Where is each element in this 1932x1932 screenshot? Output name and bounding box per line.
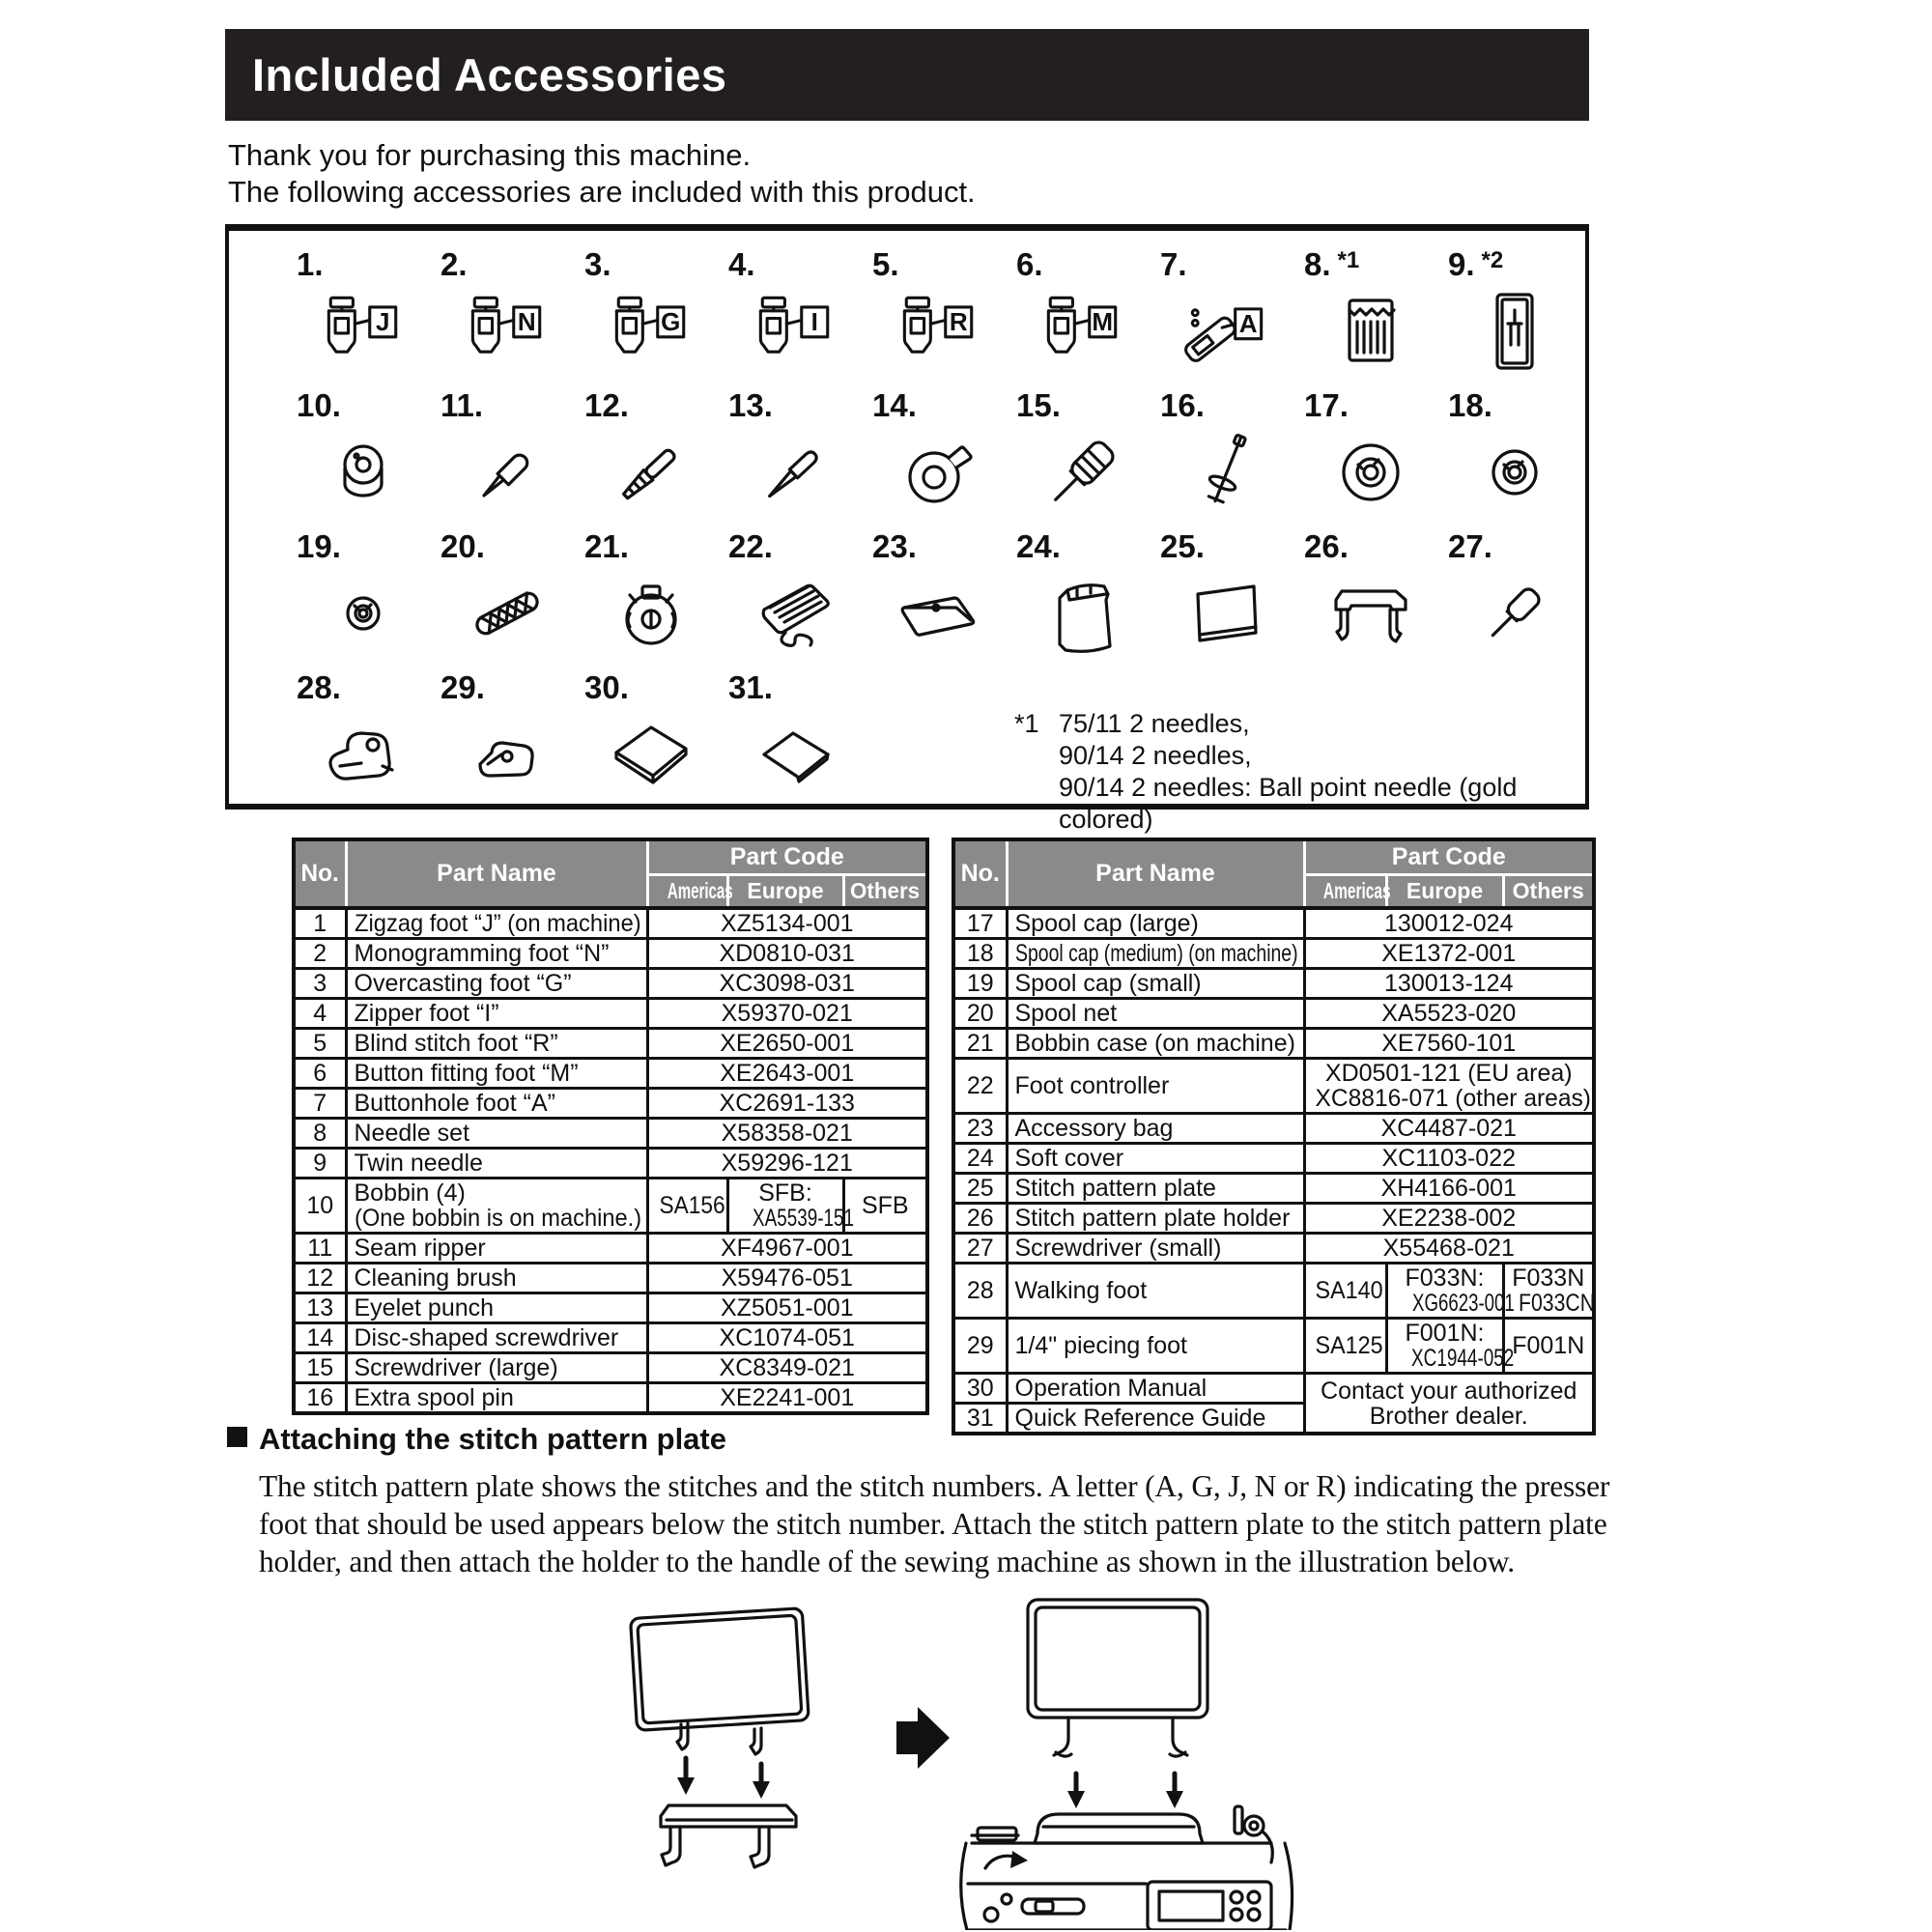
cell-part-name: Disc-shaped screwdriver: [346, 1323, 647, 1353]
col-header-no: No.: [953, 839, 1007, 908]
svg-text:M: M: [1091, 307, 1113, 337]
bobbin-case-icon: [600, 565, 702, 662]
intro-text: [228, 137, 976, 211]
accessory-item-14: [867, 385, 1010, 526]
svg-text:N: N: [517, 307, 536, 337]
cell-part-code: XA5523-020: [1304, 999, 1594, 1029]
cell-no: 31: [953, 1404, 1007, 1435]
accessory-item-21: [579, 526, 723, 668]
cell-part-name: Overcasting foot “G”: [346, 969, 647, 999]
cleaning-brush-icon: [600, 424, 702, 521]
cell-no: 23: [953, 1114, 1007, 1144]
cell-part-code: XC8349-021: [647, 1353, 927, 1383]
cell-no: 9: [294, 1149, 346, 1179]
footnote-line: 90/14 2 needles: Ball point needle (gold colored): [1059, 773, 1518, 834]
table-row: [294, 908, 927, 939]
cell-part-code: XZ5051-001: [647, 1293, 927, 1323]
foot-controller-icon: [744, 565, 846, 662]
table-row: [953, 1174, 1594, 1204]
col-header-americas: Americas: [1304, 875, 1386, 909]
accessory-item-5: [867, 244, 1010, 385]
cell-part-name: Spool net: [1007, 999, 1304, 1029]
cell-part-name: Stitch pattern plate: [1007, 1174, 1304, 1204]
cell-no: 26: [953, 1204, 1007, 1234]
accessory-number: 5.: [872, 246, 899, 282]
accessory-number: 1.: [297, 246, 324, 282]
table-row: [294, 1383, 927, 1414]
cell-no: 29: [953, 1319, 1007, 1374]
col-header-americas: Americas: [647, 875, 727, 909]
table-row: [953, 908, 1594, 939]
cell-code-americas: SA156: [647, 1179, 727, 1234]
cell-no: 25: [953, 1174, 1007, 1204]
accessory-number: 17.: [1304, 387, 1349, 423]
table-row: [953, 1204, 1594, 1234]
accessory-number: 23.: [872, 528, 917, 564]
cell-part-name: Spool cap (small): [1007, 969, 1304, 999]
cell-part-name: Zigzag foot “J” (on machine): [346, 908, 647, 939]
table-row: [294, 1089, 927, 1119]
operation-manual-icon: [600, 706, 702, 803]
attachment-illustration: [607, 1594, 1360, 1930]
col-header-no: No.: [294, 839, 346, 908]
cell-part-name: Twin needle: [346, 1149, 647, 1179]
part-code-tables: [225, 838, 1595, 1432]
button-fitting-foot-m-icon: [1032, 283, 1134, 380]
cell-part-name: Screwdriver (small): [1007, 1234, 1304, 1264]
cell-part-code: XF4967-001: [647, 1234, 927, 1264]
accessory-item-24: [1010, 526, 1154, 668]
cell-part-name: Quick Reference Guide: [1007, 1404, 1304, 1435]
accessory-item-7: [1154, 244, 1298, 385]
cell-code-europe: F001N: XC1944-052: [1386, 1319, 1503, 1374]
accessory-item-22: [723, 526, 867, 668]
cell-part-code: X55468-021: [1304, 1234, 1594, 1264]
accessory-number: 26.: [1304, 528, 1349, 564]
cell-no: 16: [294, 1383, 346, 1414]
accessory-item-1: [291, 244, 435, 385]
accessory-item-29: [435, 668, 579, 809]
stitch-pattern-plate-icon: [1176, 565, 1278, 662]
accessory-item-12: [579, 385, 723, 526]
cell-code-americas: SA140: [1304, 1264, 1386, 1319]
cell-code-europe: F033N: XG6623-001: [1386, 1264, 1503, 1319]
accessory-item-8: [1298, 244, 1442, 385]
cell-no: 12: [294, 1264, 346, 1293]
accessory-number: 16.: [1160, 387, 1205, 423]
cell-part-code: XZ5134-001: [647, 908, 927, 939]
svg-text:A: A: [1238, 308, 1258, 338]
cell-no: 17: [953, 908, 1007, 939]
table-row: [294, 1264, 927, 1293]
accessory-item-3: [579, 244, 723, 385]
spool-cap-medium-icon: [1463, 424, 1566, 521]
accessory-item-19: [291, 526, 435, 668]
accessory-number: 27.: [1448, 528, 1492, 564]
stitch-pattern-plate-holder-icon: [1320, 565, 1422, 662]
screwdriver-small-icon: [1463, 565, 1566, 662]
cell-part-name: Soft cover: [1007, 1144, 1304, 1174]
accessory-number: 31.: [728, 669, 773, 705]
table-row: [953, 1144, 1594, 1174]
cell-no: 20: [953, 999, 1007, 1029]
accessory-item-11: [435, 385, 579, 526]
attach-heading: Attaching the stitch pattern plate: [259, 1422, 726, 1456]
accessory-item-20: [435, 526, 579, 668]
accessory-item-28: [291, 668, 435, 809]
cell-part-code: XE2241-001: [647, 1383, 927, 1414]
accessory-number: 9. $^{*2}$: [1448, 246, 1504, 282]
cell-part-name: Foot controller: [1007, 1059, 1304, 1114]
cell-part-name: Seam ripper: [346, 1234, 647, 1264]
square-bullet-icon: [227, 1427, 247, 1447]
cell-no: 2: [294, 939, 346, 969]
table-row: [953, 1234, 1594, 1264]
col-header-europe: Europe: [727, 875, 843, 909]
attach-heading-row: [225, 1422, 1645, 1457]
accessory-item-31: [723, 668, 867, 809]
accessory-number: 19.: [297, 528, 341, 564]
accessory-number: 7.: [1160, 246, 1187, 282]
cell-part-name: Extra spool pin: [346, 1383, 647, 1414]
accessory-number: 25.: [1160, 528, 1205, 564]
footnote-line: *1 75/11 2 needles,: [1014, 709, 1250, 738]
cell-no: 15: [294, 1353, 346, 1383]
cell-part-code: XE2650-001: [647, 1029, 927, 1059]
cell-part-code: XH4166-001: [1304, 1174, 1594, 1204]
table-row: [294, 1179, 927, 1234]
cell-no: 8: [294, 1119, 346, 1149]
table-row: [953, 939, 1594, 969]
col-header-europe: Europe: [1386, 875, 1503, 909]
accessory-number: 30.: [584, 669, 629, 705]
cell-part-name: Accessory bag: [1007, 1114, 1304, 1144]
accessory-number: 22.: [728, 528, 773, 564]
table-row: [294, 1293, 927, 1323]
cell-no: 27: [953, 1234, 1007, 1264]
bobbin-icon: [312, 424, 414, 521]
cell-part-name: Button fitting foot “M”: [346, 1059, 647, 1089]
cell-part-code: XE7560-101: [1304, 1029, 1594, 1059]
accessory-item-26: [1298, 526, 1442, 668]
page-title-bar: [225, 29, 1589, 121]
table-row: [953, 999, 1594, 1029]
accessories-grid: [229, 231, 1585, 834]
accessory-number: 29.: [440, 669, 485, 705]
cell-part-name: Bobbin case (on machine): [1007, 1029, 1304, 1059]
footnote-line: 90/14 2 needles,: [1059, 741, 1252, 770]
col-header-others: Others: [843, 875, 927, 909]
accessory-item-4: [723, 244, 867, 385]
cell-no: 19: [953, 969, 1007, 999]
cell-part-code: XC2691-133: [647, 1089, 927, 1119]
disc-screwdriver-icon: [888, 424, 990, 521]
cell-part-code: X58358-021: [647, 1119, 927, 1149]
cell-no: 21: [953, 1029, 1007, 1059]
extra-spool-pin-icon: [1176, 424, 1278, 521]
accessory-number: 13.: [728, 387, 773, 423]
parts-table: [952, 838, 1596, 1435]
accessory-number: 6.: [1016, 246, 1043, 282]
table-row: [294, 939, 927, 969]
cell-no: 13: [294, 1293, 346, 1323]
cell-part-name: Monogramming foot “N”: [346, 939, 647, 969]
table-row: [953, 969, 1594, 999]
table-row: [294, 1149, 927, 1179]
table-row: [294, 1323, 927, 1353]
cell-part-code: XE2643-001: [647, 1059, 927, 1089]
accessory-item-2: [435, 244, 579, 385]
accessory-number: 15.: [1016, 387, 1061, 423]
table-row: [294, 1119, 927, 1149]
cell-part-name: Eyelet punch: [346, 1293, 647, 1323]
accessory-item-9: [1442, 244, 1586, 385]
svg-text:R: R: [949, 307, 968, 337]
accessory-item-13: [723, 385, 867, 526]
cell-part-code: 130013-124: [1304, 969, 1594, 999]
quick-reference-guide-icon: [744, 706, 846, 803]
cell-part-name: Cleaning brush: [346, 1264, 647, 1293]
cell-no: 3: [294, 969, 346, 999]
table-row: [294, 1353, 927, 1383]
cell-part-name: Spool cap (large): [1007, 908, 1304, 939]
accessory-item-27: [1442, 526, 1586, 668]
cell-code-others: SFB: [843, 1179, 927, 1234]
col-header-part-name: Part Name: [1007, 839, 1304, 908]
intro-line-1: Thank you for purchasing this machine.: [228, 138, 752, 172]
blind-stitch-foot-r-icon: [888, 283, 990, 380]
table-row: [953, 1114, 1594, 1144]
cell-no: 11: [294, 1234, 346, 1264]
cell-part-code: 130012-024: [1304, 908, 1594, 939]
cell-part-code: XC1074-051: [647, 1323, 927, 1353]
accessory-item-17: [1298, 385, 1442, 526]
parts-table: [292, 838, 929, 1415]
accessory-number: 20.: [440, 528, 485, 564]
buttonhole-foot-a-icon: [1176, 283, 1278, 380]
stitch-plate-attachment-diagram: [607, 1594, 1360, 1930]
svg-text:I: I: [810, 307, 818, 337]
cell-part-code: XC4487-021: [1304, 1114, 1594, 1144]
cell-code-others: F001N: [1503, 1319, 1594, 1374]
accessory-number: 11.: [440, 387, 484, 423]
accessory-bag-icon: [888, 565, 990, 662]
accessory-number: 14.: [872, 387, 917, 423]
cell-code-americas: SA125: [1304, 1319, 1386, 1374]
table-row: [953, 1374, 1594, 1404]
table-row: [294, 1029, 927, 1059]
cell-part-code: XC1103-022: [1304, 1144, 1594, 1174]
cell-no: 10: [294, 1179, 346, 1234]
monogramming-foot-n-icon: [456, 283, 558, 380]
accessory-number: 18.: [1448, 387, 1492, 423]
cell-no: 22: [953, 1059, 1007, 1114]
accessory-number: 2.: [440, 246, 468, 282]
cell-part-code: XD0810-031: [647, 939, 927, 969]
seam-ripper-icon: [456, 424, 558, 521]
overcasting-foot-g-icon: [600, 283, 702, 380]
accessory-item-30: [579, 668, 723, 809]
col-header-part-code: Part Code: [647, 839, 927, 875]
accessory-number: 24.: [1016, 528, 1061, 564]
cell-code-others: F033N F033CN: [1503, 1264, 1594, 1319]
cell-no: 14: [294, 1323, 346, 1353]
cell-no: 30: [953, 1374, 1007, 1404]
cell-no: 7: [294, 1089, 346, 1119]
cell-part-code: XE1372-001: [1304, 939, 1594, 969]
table-row: [294, 1059, 927, 1089]
needle-footnotes: [1010, 668, 1586, 834]
table-row: [953, 1264, 1594, 1319]
zipper-foot-i-icon: [744, 283, 846, 380]
cell-part-code: X59296-121: [647, 1149, 927, 1179]
footnote-marker: *1: [1337, 247, 1360, 273]
cell-part-name: Spool cap (medium) (on machine): [1007, 939, 1304, 969]
accessory-number: 21.: [584, 528, 629, 564]
attach-section: [225, 1422, 1645, 1580]
cell-part-code: XC3098-031: [647, 969, 927, 999]
footnote-marker: *2: [1481, 247, 1504, 273]
cell-no: 5: [294, 1029, 346, 1059]
table-row: [294, 969, 927, 999]
screwdriver-large-icon: [1032, 424, 1134, 521]
cell-no: 1: [294, 908, 346, 939]
cell-part-code: X59476-051: [647, 1264, 927, 1293]
accessory-number: 28.: [297, 669, 341, 705]
soft-cover-icon: [1032, 565, 1134, 662]
svg-text:G: G: [660, 307, 680, 337]
needle-set-icon: [1320, 283, 1422, 380]
cell-no: 18: [953, 939, 1007, 969]
eyelet-punch-icon: [744, 424, 846, 521]
cell-part-code: XD0501-121 (EU area) XC8816-071 (other areas): [1304, 1059, 1594, 1114]
spool-cap-large-icon: [1320, 424, 1422, 521]
accessory-item-16: [1154, 385, 1298, 526]
table-row: [294, 999, 927, 1029]
cell-part-code: X59370-021: [647, 999, 927, 1029]
accessory-item-6: [1010, 244, 1154, 385]
cell-part-name: Walking foot: [1007, 1264, 1304, 1319]
page-title: Included Accessories: [252, 49, 727, 100]
col-header-part-code: Part Code: [1304, 839, 1594, 875]
table-row: [953, 1059, 1594, 1114]
cell-code-europe: SFB: XA5539-151: [727, 1179, 843, 1234]
zigzag-foot-j-icon: [312, 283, 414, 380]
accessory-item-18: [1442, 385, 1586, 526]
accessory-number: 12.: [584, 387, 629, 423]
spool-cap-small-icon: [312, 565, 414, 662]
cell-part-name: 1/4" piecing foot: [1007, 1319, 1304, 1374]
cell-no: 24: [953, 1144, 1007, 1174]
accessory-item-23: [867, 526, 1010, 668]
attach-paragraph: The stitch pattern plate shows the stitches and the stitch numbers. A letter (A, G, J, N or R) indicating the presser foot that should be used appears below the stitch number. Attach the stitch pattern plate to the stitch pattern plate holder, and then attach the holder to the handle of the sewing machine as shown in the illustration below.: [259, 1469, 1610, 1578]
cell-part-code: XE2238-002: [1304, 1204, 1594, 1234]
cell-part-name: Bobbin (4) (One bobbin is on machine.): [346, 1179, 647, 1234]
spool-net-icon: [456, 565, 558, 662]
cell-part-code: Contact your authorized Brother dealer.: [1304, 1374, 1594, 1435]
table-row: [953, 1029, 1594, 1059]
cell-part-name: Needle set: [346, 1119, 647, 1149]
cell-no: 6: [294, 1059, 346, 1089]
accessory-number: 4.: [728, 246, 755, 282]
cell-part-name: Blind stitch foot “R”: [346, 1029, 647, 1059]
accessory-item-10: [291, 385, 435, 526]
cell-part-name: Screwdriver (large): [346, 1353, 647, 1383]
cell-no: 28: [953, 1264, 1007, 1319]
cell-part-name: Stitch pattern plate holder: [1007, 1204, 1304, 1234]
accessory-number: 8. $^{*1}$: [1304, 246, 1360, 282]
accessory-item-15: [1010, 385, 1154, 526]
accessories-illustration-box: [225, 224, 1589, 834]
accessory-number: 3.: [584, 246, 611, 282]
svg-text:J: J: [375, 307, 389, 337]
cell-part-name: Zipper foot “I”: [346, 999, 647, 1029]
table-row: [294, 1234, 927, 1264]
intro-line-2: The following accessories are included with this product.: [228, 175, 976, 209]
twin-needle-icon: [1463, 283, 1566, 380]
accessory-number: 10.: [297, 387, 341, 423]
table-row: [953, 1319, 1594, 1374]
col-header-others: Others: [1503, 875, 1594, 909]
accessory-item-25: [1154, 526, 1298, 668]
cell-part-name: Operation Manual: [1007, 1374, 1304, 1404]
cell-no: 4: [294, 999, 346, 1029]
walking-foot-icon: [312, 706, 414, 803]
col-header-part-name: Part Name: [346, 839, 647, 908]
cell-part-name: Buttonhole foot “A”: [346, 1089, 647, 1119]
piecing-foot-icon: [456, 706, 558, 803]
